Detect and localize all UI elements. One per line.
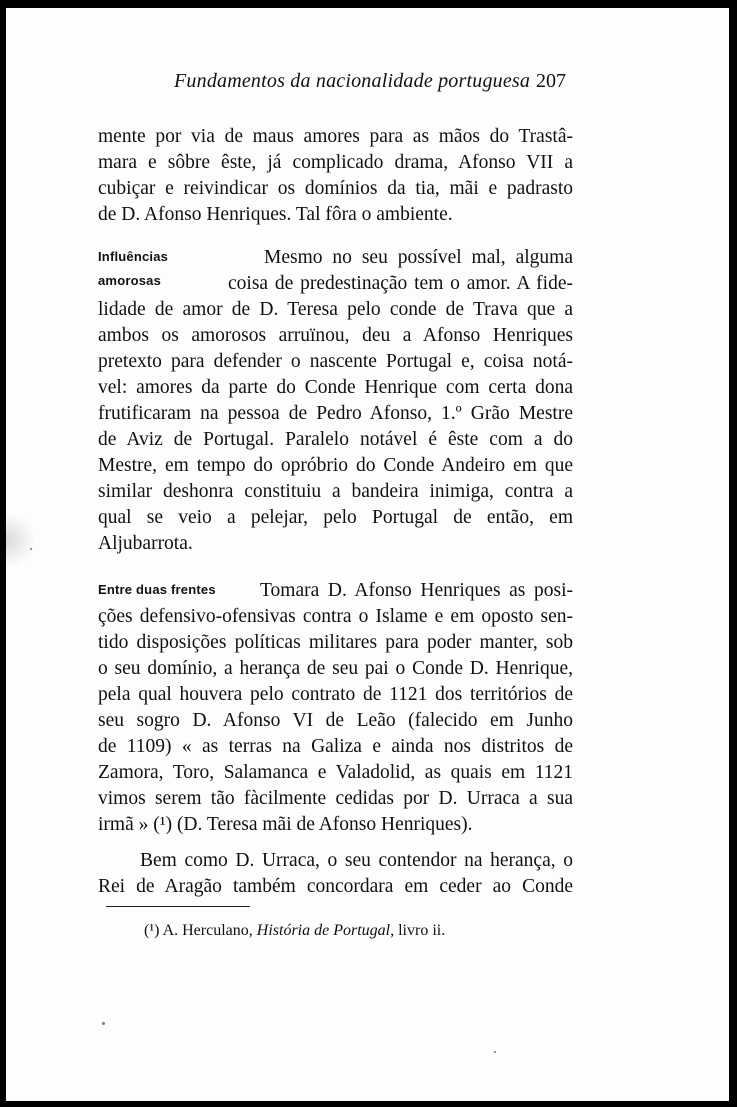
scan-smudge bbox=[6, 513, 36, 568]
text-line: de Aviz de Portugal. Paralelo notável é êste com a do bbox=[98, 429, 573, 450]
text-line: Zamora, Toro, Salamanca e Valadolid, as quais em 1121 bbox=[98, 762, 573, 783]
footnote-rule bbox=[106, 906, 250, 907]
text-line: ções defensivo-ofensivas contra o Islame e em oposto sen- bbox=[98, 606, 573, 627]
text-line: Aljubarrota. bbox=[98, 533, 193, 554]
text-line: de D. Afonso Henriques. Tal fôra o ambiente. bbox=[98, 204, 453, 225]
text-line: Mestre, em tempo do opróbrio do Conde Andeiro em que bbox=[98, 455, 573, 476]
text-line: o seu domínio, a herança de seu pai o Conde D. Henrique, bbox=[98, 658, 573, 679]
text-line: vel: amores da parte do Conde Henrique com certa dona bbox=[98, 377, 573, 398]
text-line: frutificaram na pessoa de Pedro Afonso, 1.º Grão Mestre bbox=[98, 403, 573, 424]
text-line: pela qual houvera pelo contrato de 1121 dos territórios de bbox=[98, 684, 573, 705]
text-line: pretexto para defender o nascente Portugal e, coisa notá- bbox=[98, 351, 573, 372]
scan-speck bbox=[494, 1051, 496, 1053]
text-line: similar deshonra constituiu a bandeira inimiga, contra a bbox=[98, 481, 573, 502]
footnote-reference: livro ii. bbox=[398, 922, 446, 939]
text-line: Mesmo no seu possível mal, alguma bbox=[264, 247, 573, 268]
book-page bbox=[6, 8, 729, 1101]
text-line: de 1109) « as terras na Galiza e ainda nos distritos de bbox=[98, 736, 573, 757]
running-header bbox=[6, 70, 729, 100]
running-title: Fundamentos da nacionalidade portuguesa bbox=[174, 70, 531, 92]
text-line: ambos os amorosos arruïnou, deu a Afonso Henriques bbox=[98, 325, 573, 346]
footnote-author: (¹) A. Herculano, bbox=[144, 922, 253, 939]
page-number: 207 bbox=[536, 70, 566, 92]
scan-speck bbox=[30, 548, 32, 550]
text-line: seu sogro D. Afonso VI de Leão (falecido em Junho bbox=[98, 710, 573, 731]
scan-speck bbox=[102, 1022, 105, 1025]
text-line: Rei de Aragão também concordara em ceder ao Conde bbox=[98, 876, 573, 897]
text-line: Tomara D. Afonso Henriques as posi- bbox=[260, 580, 573, 601]
text-line: tido disposições políticas militares para poder manter, sob bbox=[98, 632, 573, 653]
margin-note-influencias: Influências bbox=[98, 249, 169, 264]
footnote bbox=[144, 922, 445, 940]
text-line: qual se veio a pelejar, pelo Portugal de então, em bbox=[98, 507, 573, 528]
text-line: Bem como D. Urraca, o seu contendor na herança, o bbox=[140, 850, 573, 871]
text-line: mara e sôbre êste, já complicado drama, Afonso VII a bbox=[98, 152, 573, 173]
margin-note-entre-duas-frentes: Entre duas frentes bbox=[98, 582, 216, 597]
text-line: mente por via de maus amores para as mãos do Trastâ- bbox=[98, 126, 573, 147]
text-line: irmã » (¹) (D. Teresa mãi de Afonso Henriques). bbox=[98, 814, 473, 835]
text-line: coisa de predestinação tem o amor. A fide- bbox=[228, 273, 573, 294]
text-line: lidade de amor de D. Teresa pelo conde de Trava que a bbox=[98, 299, 573, 320]
margin-note-amorosas: amorosas bbox=[98, 273, 162, 288]
text-line: cubiçar e reivindicar os domínios da tia, mãi e padrasto bbox=[98, 178, 573, 199]
footnote-title: História de Portugal, bbox=[256, 922, 395, 939]
text-line: vimos serem tão fàcilmente cedidas por D. Urraca a sua bbox=[98, 788, 573, 809]
